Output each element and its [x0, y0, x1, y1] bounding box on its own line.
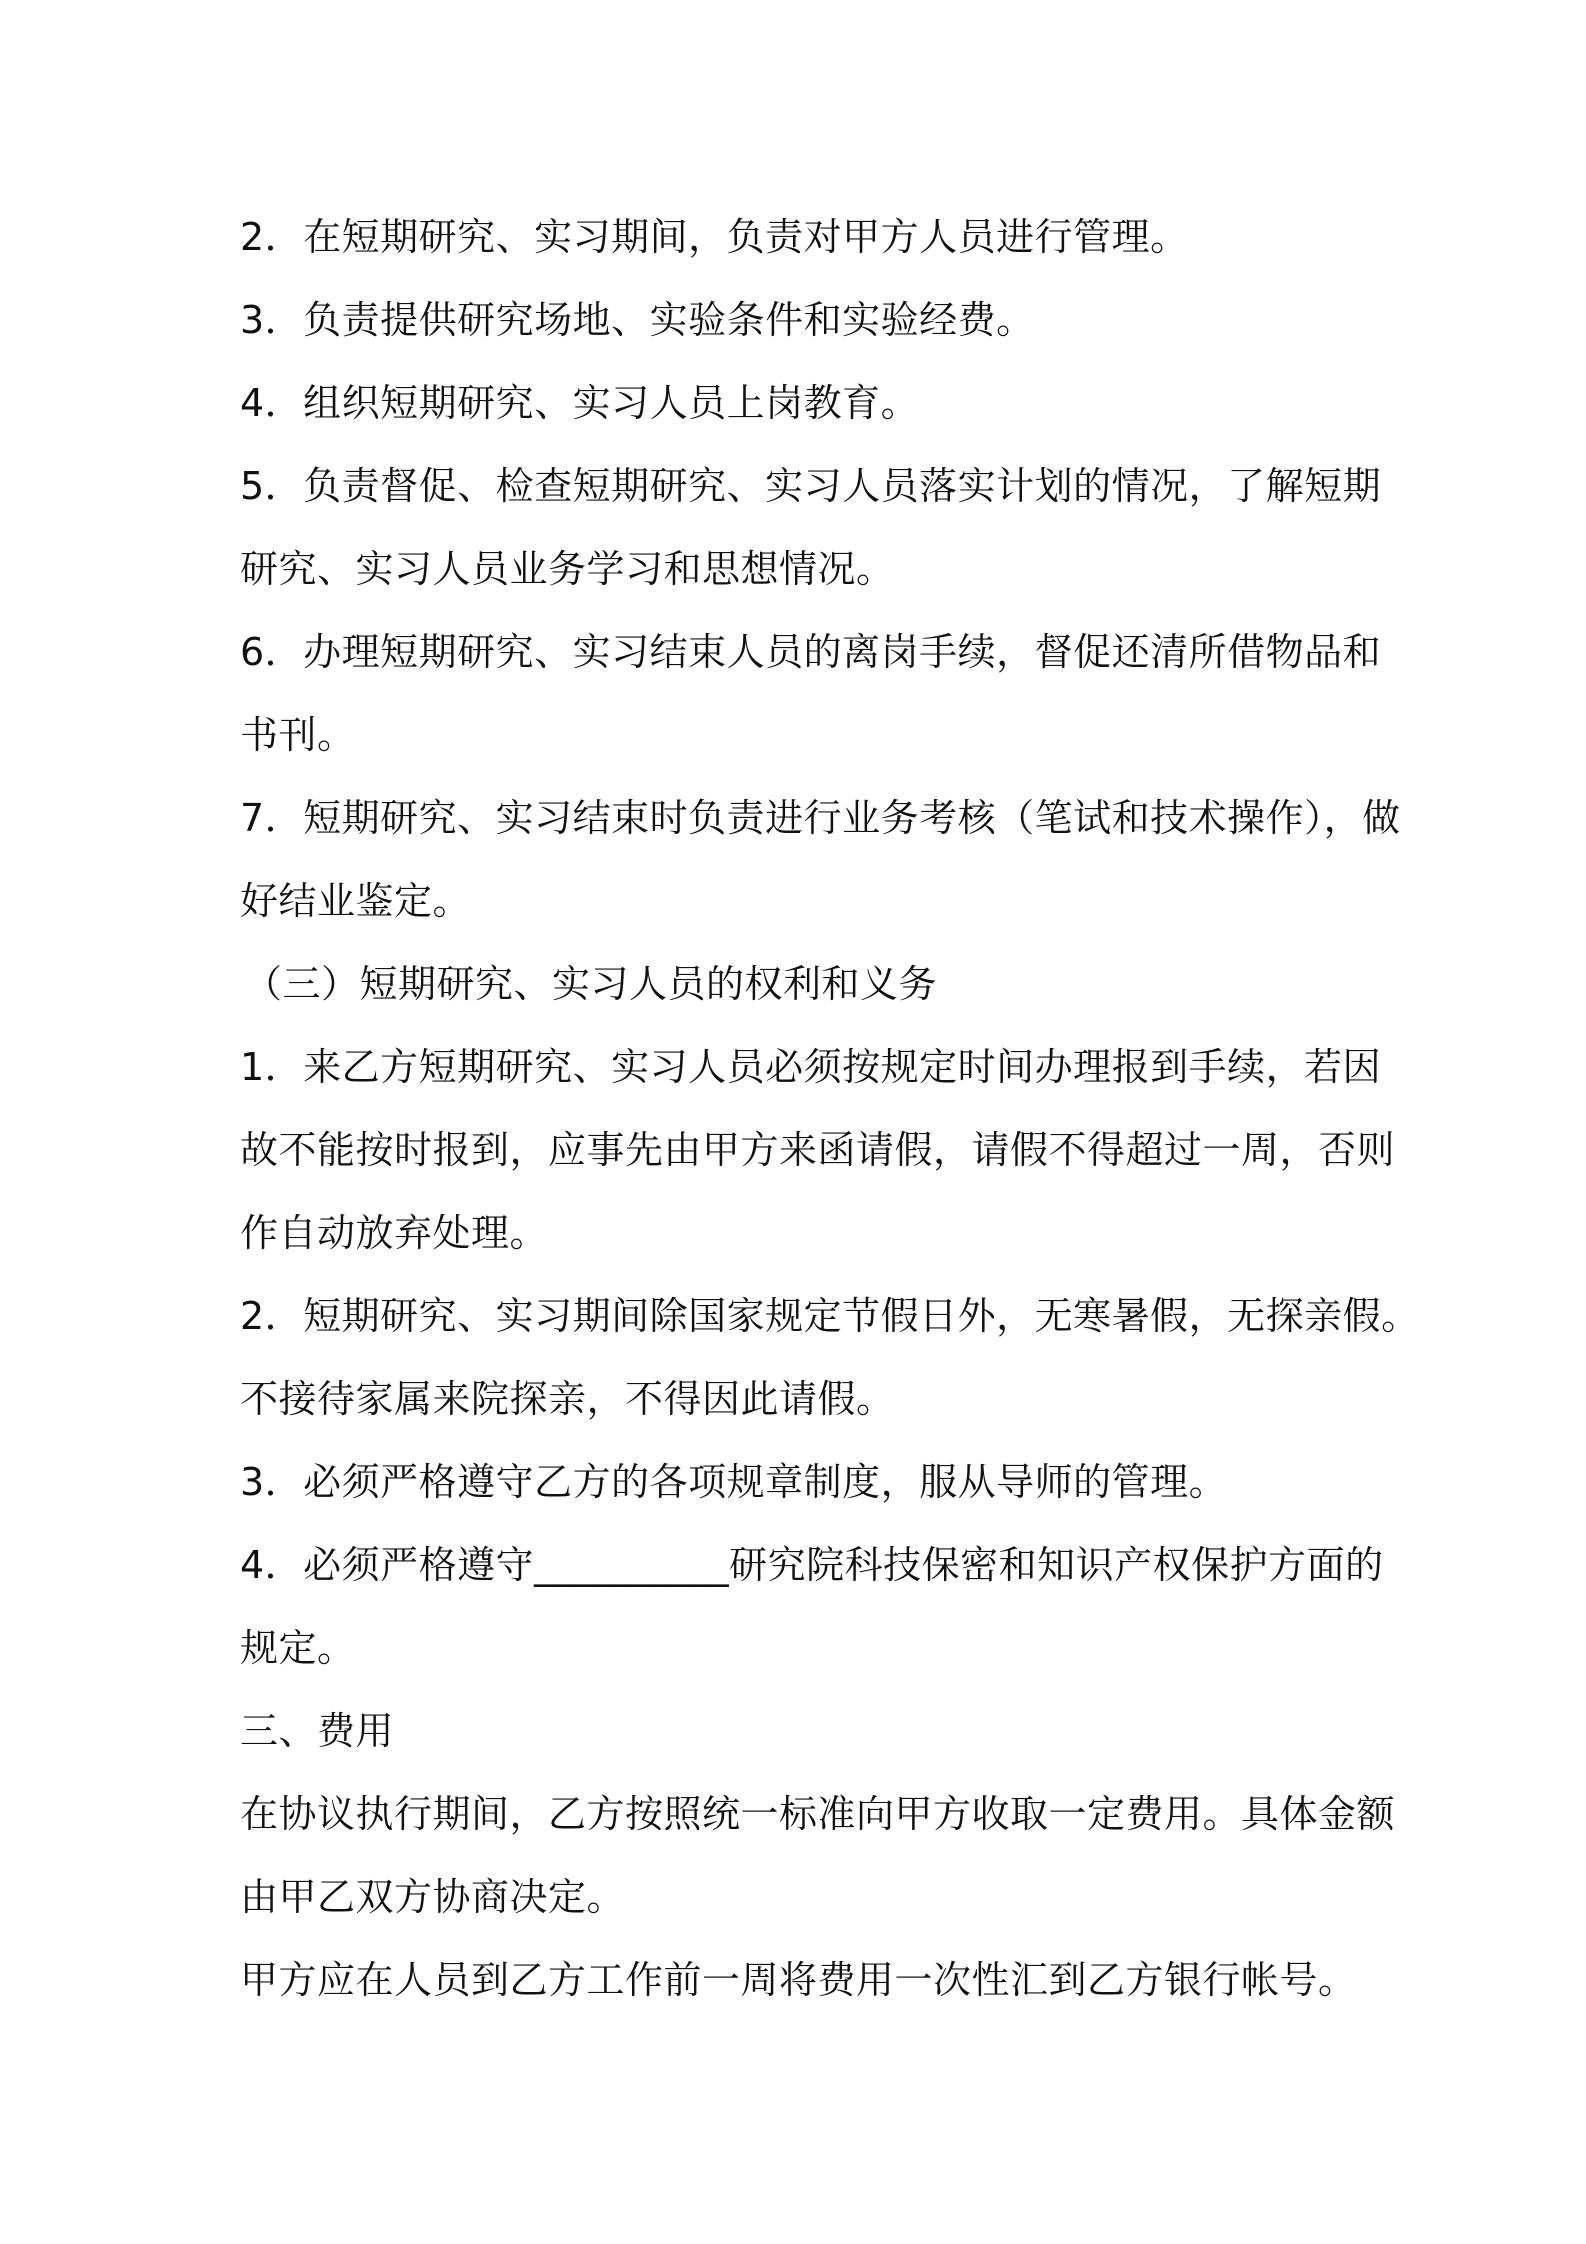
section-heading: （三）短期研究、实习人员的权利和义务 [244, 962, 938, 1006]
text-line: 甲方应在人员到乙方工作前一周将费用一次性汇到乙方银行帐号。 [240, 1958, 1357, 2002]
text-line: 6．办理短期研究、实习结束人员的离岗手续，督促还清所借物品和 [240, 630, 1382, 674]
text-line: 书刊。 [240, 713, 356, 757]
text-line: 规定。 [240, 1626, 356, 1670]
text-line: 1．来乙方短期研究、实习人员必须按规定时间办理报到手续，若因 [240, 1045, 1382, 1089]
text-line: 在协议执行期间，乙方按照统一标准向甲方收取一定费用。具体金额 [240, 1792, 1396, 1836]
text-line: 不接待家属来院探亲，不得因此请假。 [240, 1377, 895, 1421]
section-heading: 三、费用 [240, 1709, 395, 1753]
text-line: 4．必须严格遵守__________研究院科技保密和知识产权保护方面的 [240, 1543, 1384, 1587]
text-line: 由甲乙双方协商决定。 [240, 1875, 626, 1919]
text-line: 2．短期研究、实习期间除国家规定节假日外，无寒暑假，无探亲假。 [240, 1294, 1420, 1338]
text-line: 4．组织短期研究、实习人员上岗教育。 [240, 381, 920, 425]
text-line: 作自动放弃处理。 [240, 1211, 549, 1255]
text-line: 5．负责督促、检查短期研究、实习人员落实计划的情况，了解短期 [240, 464, 1382, 508]
text-line: 7．短期研究、实习结束时负责进行业务考核（笔试和技术操作），做 [240, 796, 1401, 840]
text-line: 研究、实习人员业务学习和思想情况。 [240, 547, 895, 591]
text-line: 好结业鉴定。 [240, 879, 472, 923]
document-body [240, 196, 1420, 2022]
text-line: 2．在短期研究、实习期间，负责对甲方人员进行管理。 [240, 215, 1189, 259]
text-line: 3．必须严格遵守乙方的各项规章制度，服从导师的管理。 [240, 1460, 1228, 1504]
text-line: 故不能按时报到，应事先由甲方来函请假，请假不得超过一周，否则 [240, 1128, 1396, 1172]
text-line: 3．负责提供研究场地、实验条件和实验经费。 [240, 298, 1035, 342]
